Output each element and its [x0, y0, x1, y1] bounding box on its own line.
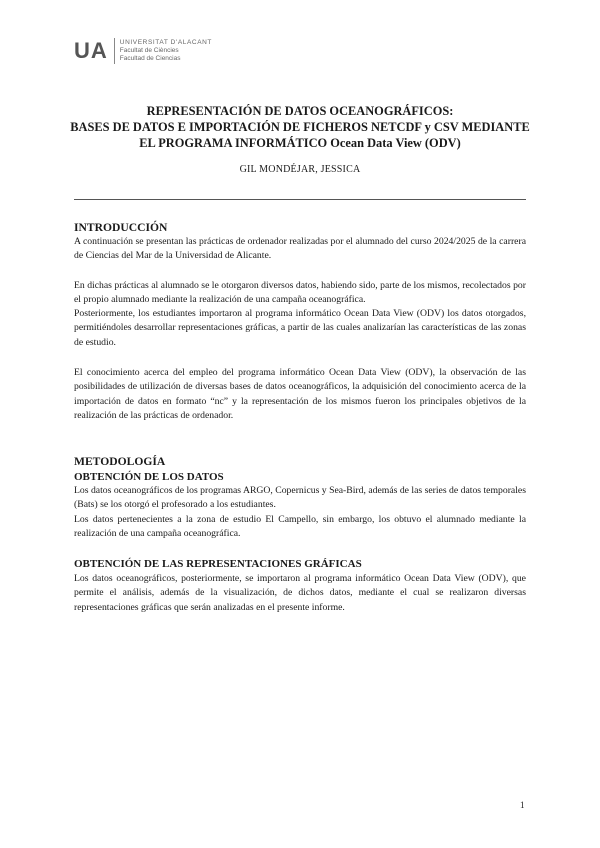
subheading-obtencion-representaciones: OBTENCIÓN DE LAS REPRESENTACIONES GRÁFICAS	[74, 558, 362, 570]
intro-paragraph-3: Posteriormente, los estudiantes importaron al programa informático Ocean Data View (ODV) los datos otorgados, permitiéndoles desarrollar representaciones gráficas, a partir de las cuales analizarían las características de las zonas de estudio.	[74, 308, 526, 348]
logo-line-1: UNIVERSITAT D'ALACANT	[119, 39, 212, 46]
title-line-2: BASES DE DATOS E IMPORTACIÓN DE FICHEROS NETCDF y CSV MEDIANTE	[70, 120, 530, 134]
logo-line-2: Facultat de Ciències	[119, 47, 179, 54]
intro-paragraph-4: El conocimiento acerca del empleo del programa informático Ocean Data View (ODV), la observación de las posibilidades de utilización de diversas bases de datos oceanográficos, la adquisición del conocimiento acerca de la importación de datos en formato “nc” y la representación de los mismos fueron los principales objetivos de la realización de las prácticas de ordenador.	[74, 367, 526, 422]
page-number: 1	[520, 800, 525, 810]
metodologia-paragraph-3: Los datos oceanográficos, posteriormente, se importaron al programa informático Ocean Data View (ODV), que permite el análisis, además de la visualización, de dichos datos, mediante el cual se realizaron diversas representaciones gráficas que serán analizadas en el presente informe.	[74, 573, 526, 613]
intro-paragraph-2: En dichas prácticas al alumnado se le otorgaron diversos datos, habiendo sido, parte de los mismos, recolectados por el propio alumnado mediante la realización de una campaña oceanográfica.	[74, 280, 526, 306]
author-name: GIL MONDÉJAR, JESSICA	[239, 164, 361, 175]
title-line-3: EL PROGRAMA INFORMÁTICO Ocean Data View (ODV)	[139, 136, 461, 150]
university-logo	[74, 38, 212, 64]
metodologia-paragraph-2: Los datos pertenecientes a la zona de estudio El Campello, sin embargo, los obtuvo el alumnado mediante la realización de una campaña oceanográfica.	[74, 514, 526, 540]
document-title	[60, 103, 540, 151]
heading-metodologia: METODOLOGÍA	[74, 455, 166, 468]
intro-paragraph-1: A continuación se presentan las prácticas de ordenador realizadas por el alumnado del curso 2024/2025 de la carrera de Ciencias del Mar de la Universidad de Alicante.	[74, 236, 526, 262]
logo-text	[115, 39, 212, 63]
subheading-obtencion-datos: OBTENCIÓN DE LOS DATOS	[74, 471, 224, 483]
heading-introduccion: INTRODUCCIÓN	[74, 221, 168, 234]
logo-line-3: Facultad de Ciencias	[119, 55, 181, 62]
title-divider	[74, 199, 526, 200]
logo-mark: UA	[74, 38, 115, 64]
metodologia-paragraph-1: Los datos oceanográficos de los programas ARGO, Copernicus y Sea-Bird, además de las series de datos temporales (Bats) se los otorgó el profesorado a los estudiantes.	[74, 485, 526, 511]
title-line-1: REPRESENTACIÓN DE DATOS OCEANOGRÁFICOS:	[146, 104, 454, 118]
